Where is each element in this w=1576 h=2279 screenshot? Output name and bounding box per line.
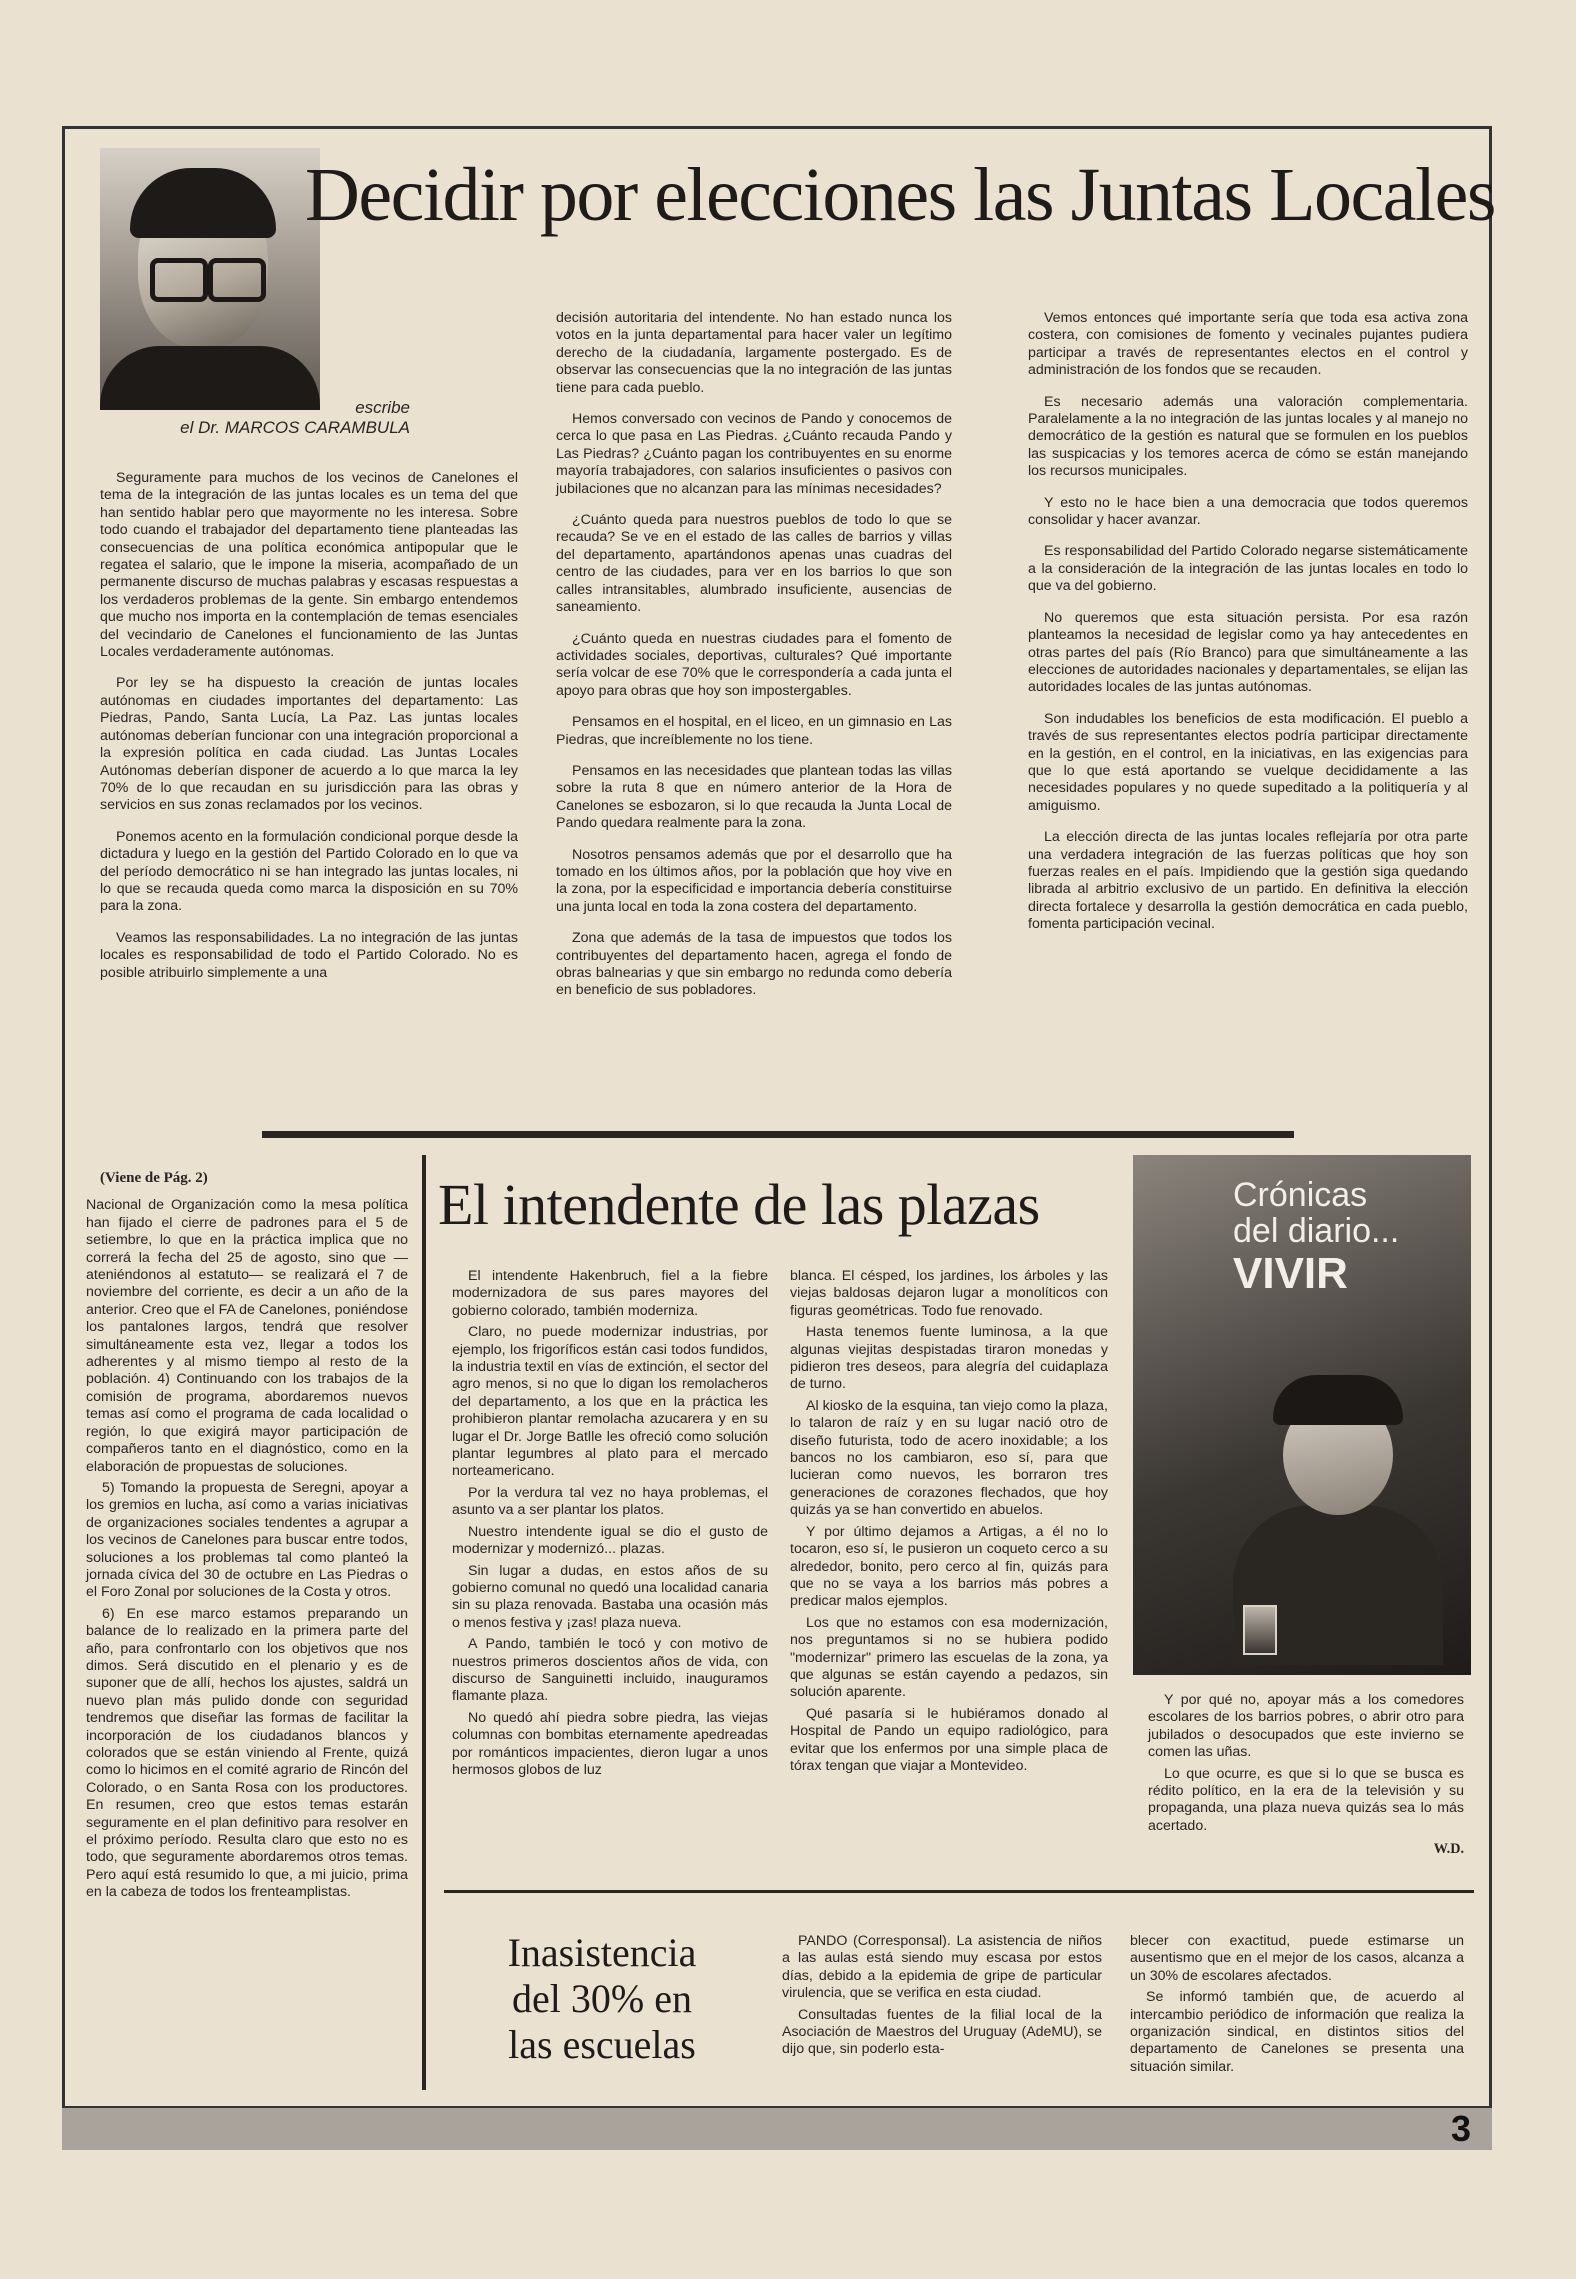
paragraph: blanca. El césped, los jardines, los árboles y las viejas baldosas dejaron lugar a monolíticos con figuras geométricas. Todo fue renovado. (790, 1268, 1108, 1319)
paragraph: Nosotros pensamos además que por el desarrollo que ha tomado en los últimos años, por la población que hoy vive en la zona, por la especificidad e importancia debería constituirse una junta local en toda la zona costera del departamento. (556, 846, 952, 915)
paragraph: Por ley se ha dispuesto la creación de juntas locales autónomas en ciudades importantes del departamento: Las Piedras, Pando, Santa Lucía, La Paz. Las juntas locales autónomas deberían funcionar con una integración proporcional a la expresión política en cada ciudad. Las Juntas Locales Autónomas deberían disponer de acuerdo a lo que marca la ley 70% de lo que recaudan en su jurisdicción para las obras y servicios en sus zonas reclamados por los vecinos. (100, 675, 518, 814)
headline-line-3: las escuelas (508, 2022, 696, 2067)
vivir-title-line-2: del diario... (1233, 1212, 1400, 1250)
paragraph: Hemos conversado con vecinos de Pando y conocemos de cerca lo que pasa en Las Piedras. ¿Cuánto recauda Pando y Las Piedras? ¿Cuánto pagan los contribuyentes en su enorme mayoría trabajadores, con salarios insuficientes o pasivos con jubilaciones que no alcanzan para las mínimas necesidades? (556, 411, 952, 497)
paragraph: Y por último dejamos a Artigas, a él no lo tocaron, eso sí, le pusieron un coqueto cerco a su alrededor, bonito, pero cerco al fin, quizás para que no se vaya a los barrios más pobres a predicar malos ejemplos. (790, 1523, 1108, 1610)
paragraph: Es necesario además una valoración complementaria. Paralelamente a la no integración de las juntas locales y al manejo no democrático de la gestión es natural que se formulen en los pueblos las suspicacias y los temores acerca de cómo se están manejando los recursos municipales. (1028, 393, 1468, 480)
wine-glass (1243, 1605, 1277, 1655)
continued-label: (Viene de Pág. 2) (100, 1170, 208, 1186)
paragraph: Nuestro intendente igual se dio el gusto de modernizar y modernizó... plazas. (452, 1523, 768, 1558)
vivir-photo (1133, 1155, 1471, 1675)
paragraph: Zona que además de la tasa de impuestos que todos los contribuyentes del departamento hacen, agrega el fondo de obras balnearias y que sin embargo no redunda como debería en beneficio de sus pobladores. (556, 930, 952, 999)
man-cap (1273, 1375, 1403, 1425)
article1-byline (100, 398, 410, 438)
paragraph: Son indudables los beneficios de esta modificación. El pueblo a través de sus representantes electos podría participar directamente en la gestión, en el control, en la iniciativas, en las exigencias para que lo que está aportando se vuelque decididamente a las necesidades populares y no quede supeditado a la politiquería y al amiguismo. (1028, 710, 1468, 814)
article2-column-3 (1148, 1692, 1464, 1859)
paragraph: Consultadas fuentes de la filial local de la Asociación de Maestros del Uruguay (AdeMU), se dijo que, sin poderlo esta- (782, 2006, 1102, 2058)
paragraph: Ponemos acento en la formulación condicional porque desde la dictadura y luego en la gestión del Partido Colorado en lo que va del período democrático ni se han integrado las juntas locales, ni lo que se recauda queda como marca la disposición en su 70% para la zona. (100, 828, 518, 915)
headline-line-2: del 30% en (512, 1976, 692, 2021)
paragraph: ¿Cuánto queda en nuestras ciudades para el fomento de actividades sociales, deportivas, culturales? Qué importante sería volcar de ese 70% que le correspondería a cada junta el apoyo para obras que hoy son impostergables. (556, 630, 952, 699)
headline-line-1: Inasistencia (507, 1930, 697, 1975)
vivir-title-line-3: VIVIR (1233, 1249, 1348, 1298)
paragraph: Qué pasaría si le hubiéramos donado al Hospital de Pando un equipo radiológico, para evitar que los enfermos por una simple placa de tórax tengan que viajar a Montevideo. (790, 1705, 1108, 1774)
paragraph: Lo que ocurre, es que si lo que se busca es rédito político, en la era de la televisión y su propaganda, una plaza nueva quizás sea lo más acertado. (1148, 1765, 1464, 1834)
section-divider (262, 1131, 1294, 1138)
article3-column-1 (782, 1933, 1102, 2063)
glasses-left-lens (150, 258, 208, 302)
paragraph: ¿Cuánto queda para nuestros pueblos de todo lo que se recauda? Se ve en el estado de las calles de barrios y villas del departamento, apartándonos apenas unas cuadras del centro de las ciudades, para ver en los barrios lo que son calles intransitables, alumbrado insuficiente, ausencias de saneamiento. (556, 512, 952, 616)
paragraph: Vemos entonces qué importante sería que toda esa activa zona costera, con comisiones de fomento y vecinales pujantes pudiera participar a través de representantes electos en el control y administración de los fondos que se recauden. (1028, 310, 1468, 379)
author-hair (130, 168, 276, 238)
paragraph: 5) Tomando la propuesta de Seregni, apoyar a los gremios en lucha, así como a varias iniciativas de organizaciones sociales tendentes a agrupar a los vecinos de Canelones para buscar entre todos, soluciones a los problemas tal como planteó la jornada cívica del 30 de octubre en Las Piedras o el Foro Zonal por soluciones de la Costa y otros. (86, 1479, 408, 1601)
paragraph: Pensamos en el hospital, en el liceo, en un gimnasio en Las Piedras, que increíblemente no los tiene. (556, 714, 952, 748)
article3-column-2 (1130, 1933, 1464, 2080)
paragraph: No quedó ahí piedra sobre piedra, las viejas columnas con bombitas eternamente apedreadas por románticos impacientes, dieron lugar a unos hermosos globos de luz (452, 1709, 768, 1778)
paragraph: 6) En ese marco estamos preparando un balance de lo realizado en la primera parte del año, para confrontarlo con los objetivos que nos dimos. Será discutido en el plenario y es de suponer que de allí, hechos los ajustes, saldrá un nuevo plan más pulido donde con seguridad tendremos que diseñar las formas de facilitar la incorporación de los ciudadanos blancos y colorados que se están viniendo al Frente, quizá como lo hicimos en el comité agrario de Rincón del Colorado, o en Santa Rosa con los productores. En resumen, creo que estos temas estarán seguramente en el plan definitivo para resolver en el próximo período. Resulta claro que esto no es todo, que seguramente abordaremos otros temas. Pero aquí está resumido lo que, a mi juicio, prima en la cabeza de todos los frenteamplistas. (86, 1605, 408, 1901)
paragraph: Hasta tenemos fuente luminosa, a la que algunas viejitas despistadas tiraron monedas y pidieron tres deseos, para alegría del cuidaplaza de turno. (790, 1324, 1108, 1393)
article1-column-2 (556, 310, 952, 1014)
paragraph: Veamos las responsabilidades. La no integración de las juntas locales es responsabilidad de todo el Partido Colorado. No es posible atribuirlo simplemente a una (100, 929, 518, 981)
paragraph: Se informó también que, de acuerdo al intercambio periódico de información que realiza la organización sindical, en distintos sitios del departamento de Canelones se presenta una situación similar. (1130, 1989, 1464, 2075)
byline-prefix: escribe (355, 398, 410, 417)
page-number: 3 (1450, 2108, 1471, 2149)
paragraph: PANDO (Corresponsal). La asistencia de niños a las aulas está siendo muy escasa por estos días, debido a la epidemia de gripe de particular virulencia, que se verifica en esta ciudad. (782, 1933, 1102, 2002)
footer-bar (62, 2108, 1492, 2150)
article2-headline: El intendente de las plazas (438, 1172, 1040, 1237)
paragraph: Es responsabilidad del Partido Colorado negarse sistemáticamente a la consideración de la integración de las juntas locales en todo lo que va del gobierno. (1028, 543, 1468, 595)
paragraph: Y esto no le hace bien a una democracia que todos queremos consolidar y hacer avanzar. (1028, 494, 1468, 529)
article2-column-2 (790, 1268, 1108, 1779)
vivir-title-line-1: Crónicas (1233, 1176, 1368, 1214)
article1-column-3 (1028, 310, 1468, 948)
byline-author: el Dr. MARCOS CARAMBULA (180, 418, 410, 437)
paragraph: Claro, no puede modernizar industrias, por ejemplo, los frigoríficos están casi todos fundidos, la industria textil en vías de extinción, el sector del agro menos, si no que lo digan los remolacheros del departamento, a los que en la práctica les prohibieron plantar remolacha azucarera y en su lugar el Dr. Jorge Batlle les ofreció como solución plantar legumbres al plato para el mercado norteamericano. (452, 1324, 768, 1480)
paragraph: Pensamos en las necesidades que plantean todas las villas sobre la ruta 8 que en número anterior de la Hora de Canelones se esbozaron, si lo que recauda la Junta Local de Pando quedara realmente para la zona. (556, 762, 952, 832)
author-photo (100, 148, 320, 410)
paragraph: El intendente Hakenbruch, fiel a la fiebre modernizadora de sus pares mayores del gobierno colorado, también moderniza. (452, 1268, 768, 1319)
paragraph: Nacional de Organización como la mesa política han fijado el cierre de padrones para el 5 de setiembre, lo que en la práctica implica que no correrá la fecha del 25 de agosto, sino que —ateniéndonos al estatuto— se realizará el 7 de noviembre del corriente, es decir a un año de la anterior. Creo que el FA de Canelones, poniéndose los pantalones largos, tendrá que resolver simultáneamente esta vez, llegar a todos los adherentes y al mismo tiempo al resto de la población. 4) Continuando con los trabajos de la comisión de programa, abordaremos nuevos temas así como el programa de cada localidad o región, lo que exigirá mayor participación de compañeros tanto en el diagnóstico, como en la elaboración de propuestas de soluciones. (86, 1197, 408, 1475)
paragraph: La elección directa de las juntas locales reflejaría por otra parte una verdadera integración de las fuerzas políticas que hoy son fuerzas reales en el país. Impidiendo que la gestión siga quedando librada al arbitrio exclusivo de un partido. En definitiva la elección directa fortalece y desarrolla la gestión democrática en cada pueblo, fomenta participación vecinal. (1028, 829, 1468, 933)
paragraph: Los que no estamos con esa modernización, nos preguntamos si no se hubiera podido "modernizar" primero las escuelas de la zona, ya que algunas se están cayendo a pedazos, sin solución aparente. (790, 1614, 1108, 1701)
article1-headline: Decidir por elecciones las Juntas Locales (305, 153, 1495, 237)
continued-column (86, 1170, 408, 1906)
article2-column-1 (452, 1268, 768, 1783)
smoking-man-figure (1223, 1335, 1443, 1665)
article2-signature: W.D. (1433, 1841, 1464, 1858)
paragraph: Al kiosko de la esquina, tan viejo como la plaza, lo talaron de raíz y en su lugar nació otro de diseño futurista, todo de acero inoxidable; a los bancos no los cambiaron, eso sí, para que lucieran como nuevos, les borraron tres generaciones de corazones flechados, que hoy quizás ya se han convertido en abuelos. (790, 1397, 1108, 1519)
vivir-title (1233, 1177, 1399, 1299)
article3-divider (444, 1890, 1474, 1893)
article1-column-1 (100, 470, 518, 996)
paragraph: Seguramente para muchos de los vecinos de Canelones el tema de la integración de las juntas locales es un tema del que han sentido hablar pero que mayormente no les interesa. Sobre todo cuando el trabajador del departamento tiene planteadas las consecuencias de una política económica antipopular que le regatea el salario, que le impone la miseria, acompañado de un permanente discurso de muchas palabras y escasas respuestas a los verdaderos problemas de la gente. Sin embargo entendemos que mucho nos importa en la contemplación de temas esenciales del vecindario de Canelones el funcionamiento de las Juntas Locales verdaderamente autónomas. (100, 470, 518, 661)
paragraph: blecer con exactitud, puede estimarse un ausentismo que en el mejor de los casos, alcanza a un 30% de escolares afectados. (1130, 1933, 1464, 1984)
column-divider (422, 1155, 426, 2090)
paragraph: decisión autoritaria del intendente. No han estado nunca los votos en la junta departamental para hacer valer un legítimo derecho de la ciudadanía, largamente postergado. Es de observar las consecuencias que la no integración de las juntas tiene para cada pueblo. (556, 310, 952, 396)
paragraph: Por la verdura tal vez no haya problemas, el asunto va a ser plantar los platos. (452, 1484, 768, 1519)
paragraph: No queremos que esta situación persista. Por esa razón planteamos la necesidad de legislar como ya hay antecedentes en otras partes del país (Río Branco) para que simultáneamente a las elecciones de autoridades nacionales y departamentales, se elijan las autoridades locales de las juntas autónomas. (1028, 609, 1468, 696)
glasses-right-lens (208, 258, 266, 302)
paragraph: Sin lugar a dudas, en estos años de su gobierno comunal no quedó una localidad canaria sin su plaza renovada. Bastaba una ocasión más o menos festiva y ¡zas! plaza nueva. (452, 1562, 768, 1631)
paragraph: Y por qué no, apoyar más a los comedores escolares de los barrios pobres, o abrir otro para jubilados o desocupados que este invierno se comen las uñas. (1148, 1692, 1464, 1761)
paragraph: A Pando, también le tocó y con motivo de nuestros primeros doscientos años de vida, con discurso de Sanguinetti incluido, inauguramos flamante plaza. (452, 1636, 768, 1705)
article3-headline (472, 1930, 732, 2068)
